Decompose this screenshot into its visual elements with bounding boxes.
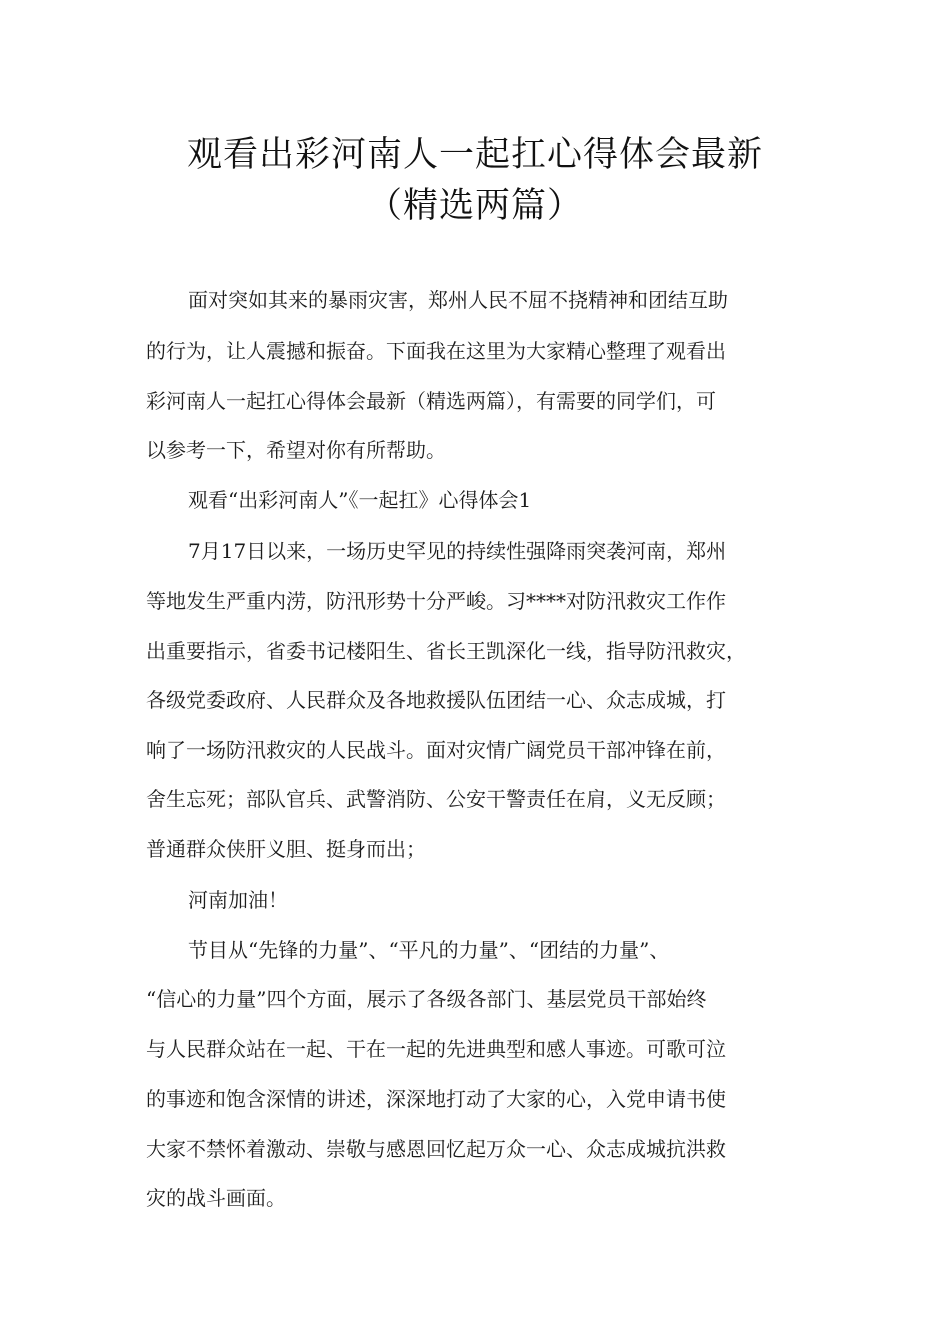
paragraph-line: 大家不禁怀着激动、崇敬与感恩回忆起万众一心、众志成城抗洪救 [146,1137,726,1161]
section-heading: 观看“出彩河南人”《一起扛》心得体会1 [188,488,532,512]
paragraph-line: 普通群众侠肝义胆、挺身而出； [146,837,426,861]
paragraph-line: 与人民群众站在一起、干在一起的先进典型和感人事迹。可歌可泣 [146,1037,726,1061]
document-title-line-2: （精选两篇） [366,186,583,226]
paragraph-line: 河南加油！ [188,888,288,912]
paragraph-line: 响了一场防汛救灾的人民战斗。面对灾情广阔党员干部冲锋在前， [146,738,726,762]
paragraph-line: 出重要指示，省委书记楼阳生、省长王凯深化一线，指导防汛救灾， [146,639,746,663]
paragraph-line: 面对突如其来的暴雨灾害，郑州人民不屈不挠精神和团结互助 [188,288,728,312]
paragraph-line: 等地发生严重内涝，防汛形势十分严峻。习****对防汛救灾工作作 [146,589,726,613]
paragraph-line: 各级党委政府、人民群众及各地救援队伍团结一心、众志成城，打 [146,688,726,712]
paragraph-line: 的事迹和饱含深情的讲述，深深地打动了大家的心，入党申请书使 [146,1087,726,1111]
paragraph-line: “信心的力量”四个方面，展示了各级各部门、基层党员干部始终 [146,987,707,1011]
paragraph-line: 以参考一下，希望对你有所帮助。 [146,438,446,462]
paragraph-line: 舍生忘死；部队官兵、武警消防、公安干警责任在肩，义无反顾； [146,787,726,811]
paragraph-line: 彩河南人一起扛心得体会最新（精选两篇），有需要的同学们，可 [146,389,716,413]
paragraph-line: 节目从“先锋的力量”、“平凡的力量”、“团结的力量”、 [188,938,670,962]
paragraph-line: 灾的战斗画面。 [146,1186,286,1210]
paragraph-line: 的行为，让人震撼和振奋。下面我在这里为大家精心整理了观看出 [146,339,726,363]
paragraph-line: 7月17日以来，一场历史罕见的持续性强降雨突袭河南，郑州 [188,539,727,563]
document-title-line-1: 观看出彩河南人一起扛心得体会最新 [186,135,763,175]
